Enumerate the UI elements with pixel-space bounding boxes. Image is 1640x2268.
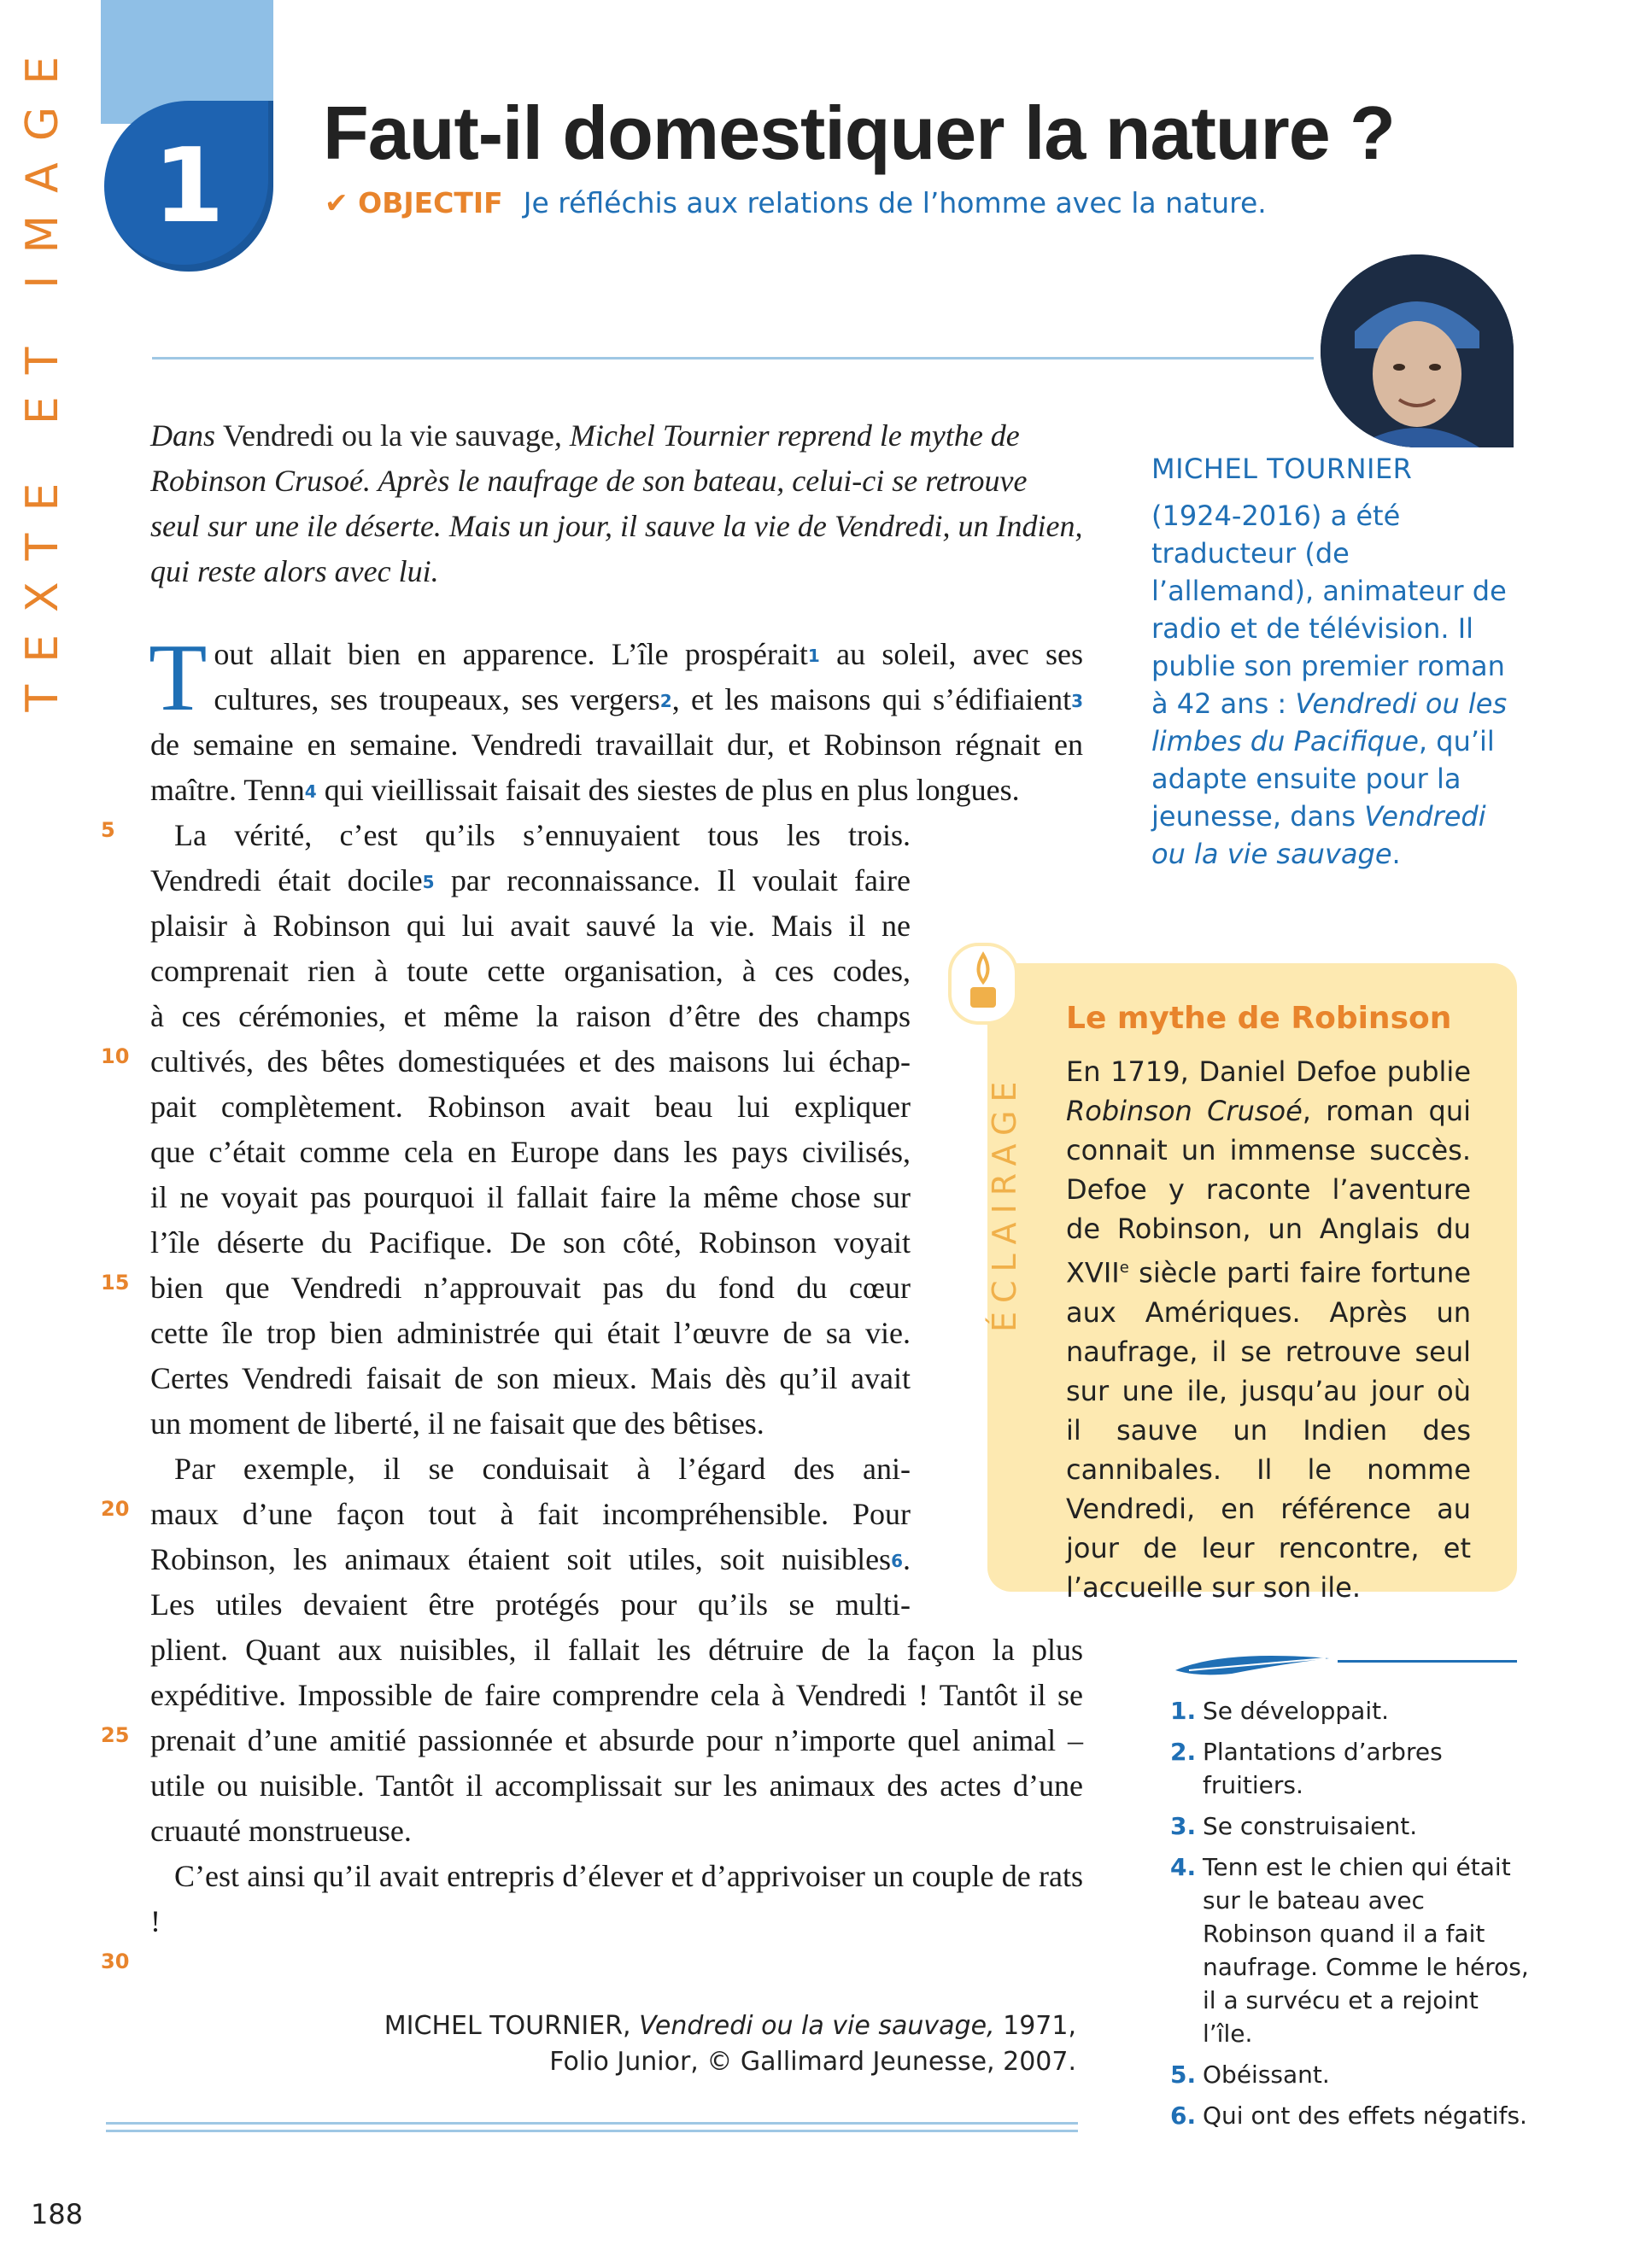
footnote-text: Se construisaient. [1203,1812,1418,1840]
footnote-number: 1. [1170,1697,1197,1725]
author-name: MICHEL TOURNIER [1151,453,1413,485]
author-bio-text: , qu’il adapte ensuite pour la jeunesse, dans [1151,725,1495,833]
text-line: bien que Vendredi n’approuvait pas du fond du cœur [150,1271,911,1305]
footnote-text: Plantations d’arbres fruitiers. [1203,1738,1443,1799]
footnote-ref[interactable]: 6 [891,1551,903,1571]
source-line-1 [256,2008,1076,2044]
source-citation [256,2008,1076,2080]
main-text [149,625,1084,1944]
footnote-ref[interactable]: 1 [807,646,820,666]
source-line-2: Folio Junior, © Gallimard Jeunesse, 2007. [549,2047,1076,2077]
author-bio-text: . [1391,838,1401,870]
text-line: il ne voyait pas pourquoi il fallait faire la même chose sur [150,1180,911,1214]
text-line: l’île déserte du Pacifique. De son côté, Robinson voyait [150,1225,911,1260]
footnote-text: Se développait. [1203,1697,1389,1725]
footnote-list [1170,1694,1529,2140]
quill-icon [1172,1648,1334,1679]
source-year: 1971, [994,2011,1076,2041]
footnote-item [1170,2058,1529,2091]
eclairage-text [1066,1052,1471,1607]
bottom-divider [106,2130,1078,2132]
line-number: 30 [101,1949,130,1973]
footnote-item [1170,1809,1529,1843]
text-span: siècle parti faire fortune aux Amériques. Après un naufrage, il se retrouve seul sur une ile, jusqu’au jour où il sauve un Indien des cannibales. Il le nomme Vendredi, en référence au jour de leur rencontre, et l’accueille sur son ile. [1066,1256,1471,1604]
objective-row [325,186,1267,219]
footnote-ref[interactable]: 4 [304,781,317,802]
footnote-text: Tenn est le chien qui était sur le bateau avec Robinson quand il a fait naufrage. Comme le héros, il a survécu et a rejoint l’île. [1203,1853,1529,2048]
page-number: 188 [31,2198,84,2230]
objective-label: ✔ OBJECTIF [325,186,503,219]
author-bio [1151,497,1510,873]
text-span: par reconnaissance. Il voulait faire [434,863,911,897]
line-number: 25 [101,1723,130,1747]
text-span: Vendredi était docile [150,863,423,897]
author-bio-text: (1924-2016) a été traducteur (de l’allemand), animateur de radio et de télévision. Il publie son premier roman à 42 ans : [1151,500,1507,720]
paragraph-4: C’est ainsi qu’il avait entrepris d’élever et d’apprivoiser un couple de rats ! [150,1859,1083,1938]
text-line: pait complètement. Robinson avait beau lui expliquer [150,1090,911,1124]
eclairage-book-title: Robinson Crusoé [1066,1095,1303,1127]
intro-text: , Michel Tournier reprend le mythe de Robinson Crusoé. Après le naufrage de son bateau, celui-ci se retrouve seul sur une ile déserte. Mais un jour, il sauve la vie de Vendredi, un Indien, qui reste alors avec lui. [150,418,1083,588]
text-line: à ces cérémonies, et même la raison d’être des champs [150,999,911,1033]
text-span: . [903,1542,911,1576]
chapter-number-badge: 1 [104,101,273,272]
objective-text: Je réfléchis aux relations de l’homme avec la nature. [523,186,1267,219]
text-span: , et les maisons qui s’édifiaient [671,682,1072,716]
text-line [150,1537,911,1582]
author-portrait [1321,254,1514,447]
footnote-item [1170,2099,1529,2132]
text-line: cette île trop bien administrée qui était l’œuvre de sa vie. [150,1316,911,1350]
line-number: 20 [101,1497,130,1521]
intro-text: Dans [150,418,224,453]
author-book-title: Vendredi ou les limbes du Pacifique [1151,687,1508,757]
text-line: Par exemple, il se conduisait à l’égard des ani- [174,1452,911,1486]
text-span: de semaine en semaine. Vendredi travaillait dur, et Robinson régnait en maître. Tenn [150,728,1083,807]
source-title: Vendredi ou la vie sauvage, [639,2011,995,2041]
text-span: En 1719, Daniel Defoe publie [1066,1055,1471,1088]
text-span: Robinson, les animaux étaient soit utiles, soit nuisibles [150,1542,892,1576]
text-line: que c’était comme cela en Europe dans les pays civilisés, [150,1135,911,1169]
drop-cap: T [149,625,208,731]
text-line: un moment de liberté, il ne faisait que des bêtises. [150,1406,764,1441]
footnote-text: Qui ont des effets négatifs. [1203,2101,1527,2130]
eclairage-label-text: ÉCLAIRAGE [986,1073,1023,1332]
footnote-item [1170,1850,1529,2050]
footnote-ref[interactable]: 3 [1071,691,1084,711]
bottom-divider [106,2122,1078,2125]
text-line: maux d’une façon tout à fait incompréhensible. Pour [150,1497,911,1531]
candle-icon [948,943,1018,1025]
page-title: Faut-il domestiquer la nature ? [323,91,1395,175]
footnote-item [1170,1694,1529,1727]
author-portrait-icon [1321,254,1514,447]
footnote-number: 6. [1170,2101,1197,2130]
text-span: qui vieillissait faisait des siestes de plus en plus longues. [316,773,1020,807]
text-line: Les utiles devaient être protégés pour qu’ils se multi- [150,1587,911,1622]
paragraph-3-rest: plient. Quant aux nuisibles, il fallait les détruire de la façon la plus expéditive. Impossible de faire comprendre cela à Vendredi ! Tantôt il se prenait d’une amitié passionnée et absurde pour n’importe quel animal – utile ou nuisible. Tantôt il accomplissait sur les animaux des actes d’une cruauté monstrueuse. [150,1633,1083,1848]
intro-book-title: Vendredi ou la vie sauvage [223,418,554,453]
text-span: , roman qui connait un immense succès. Defoe y raconte l’aventure de Robinson, un Anglais du XVII [1066,1095,1471,1289]
line-number: 10 [101,1044,130,1068]
footnote-item [1170,1735,1529,1802]
footnote-number: 2. [1170,1738,1197,1766]
footnote-ref[interactable]: 5 [422,872,435,892]
footnote-ref[interactable]: 2 [659,691,672,711]
text-span: au soleil, avec ses cultures, ses troupeaux, ses vergers [214,637,1084,716]
paragraph-1 [149,625,1084,813]
text-line: cultivés, des bêtes domestiquées et des maisons lui échap- [150,1044,911,1078]
author-book-title: Vendredi ou la vie sauvage [1151,800,1486,870]
text-line [150,858,911,903]
superscript: e [1119,1259,1129,1277]
footnote-number: 3. [1170,1812,1197,1840]
section-side-label-text: TEXTE ET IMAGE [17,34,68,712]
eclairage-title: Le mythe de Robinson [1066,1001,1452,1036]
intro-paragraph [150,413,1083,594]
text-line: La vérité, c’est qu’ils s’ennuyaient tous les trois. [174,818,911,852]
footnote-number: 5. [1170,2060,1197,2089]
footnote-text: Obéissant. [1203,2060,1330,2089]
line-number: 5 [101,818,115,842]
eclairage-label [981,1042,1032,1332]
text-line: plaisir à Robinson qui lui avait sauvé la vie. Mais il ne [150,909,911,943]
footnote-divider [1338,1660,1517,1663]
text-line: Certes Vendredi faisait de son mieux. Mais dès qu’il avait [150,1361,911,1395]
footnote-number: 4. [1170,1853,1197,1881]
source-author: MICHEL TOURNIER, [384,2011,640,2041]
line-number: 15 [101,1271,130,1295]
text-line: comprenait rien à toute cette organisation, à ces codes, [150,954,911,988]
header-divider [152,357,1314,359]
text-span: out allait bien en apparence. L’île prospérait [214,637,808,671]
section-side-label [17,34,77,717]
